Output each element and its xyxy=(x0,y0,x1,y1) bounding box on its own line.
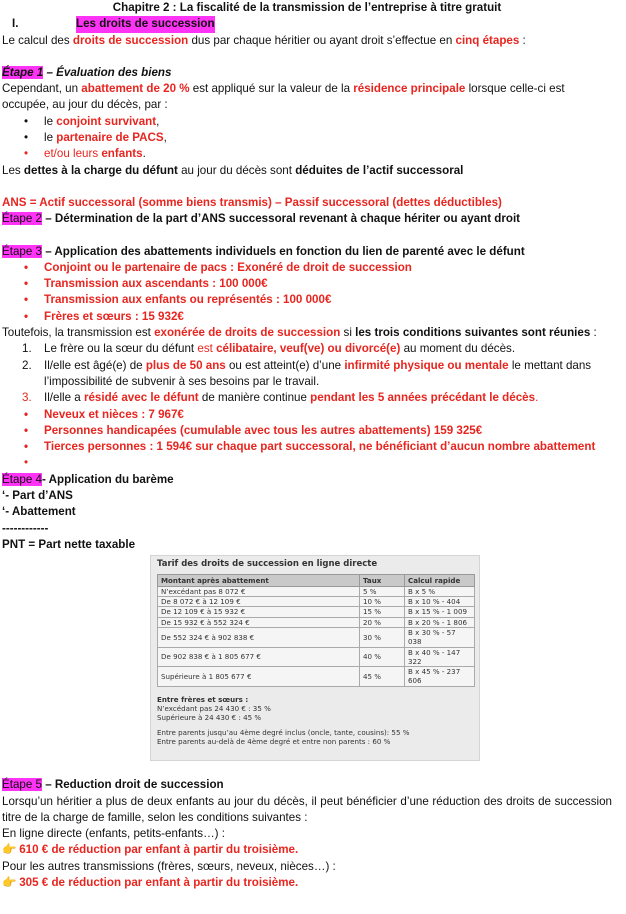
table-cell: De 15 932 € à 552 324 € xyxy=(158,617,360,627)
direct-line: En ligne directe (enfants, petits-enfants…) : xyxy=(2,827,225,841)
others-line: Entre parents au-delà de 4ème degré et entre non parents : 60 % xyxy=(157,736,391,746)
table-cell: De 8 072 € à 12 109 € xyxy=(158,597,360,607)
column-header: Taux xyxy=(360,574,405,586)
table-row xyxy=(158,667,475,687)
conditions-list xyxy=(2,341,612,406)
step4-line: ‘- Abattement xyxy=(2,505,76,519)
step4-heading: Étape 4- Application du barème xyxy=(2,472,174,486)
debts-paragraph: Les dettes à la charge du défunt au jour du décès sont déduites de l’actif successoral xyxy=(2,163,464,177)
intro-paragraph: Le calcul des droits de succession dus par chaque héritier ou ayant droit s’effectue en cinq étapes : xyxy=(2,33,526,47)
table-cell: 30 % xyxy=(360,627,405,647)
tarif-table-image xyxy=(150,555,480,761)
chapter-title: Chapitre 2 : La fiscalité de la transmission de l’entreprise à titre gratuit xyxy=(112,1,502,14)
condition-item: 3. Il/elle a résidé avec le défunt de manière continue pendant les 5 années précédant le décès. xyxy=(22,391,539,405)
table-cell: B x 5 % xyxy=(405,586,475,596)
list-item: • le partenaire de PACS, xyxy=(2,130,612,146)
table-cell: 40 % xyxy=(360,647,405,667)
section-heading xyxy=(2,16,612,32)
step4-label: Étape 4 xyxy=(2,472,42,486)
table-header-row xyxy=(158,574,475,586)
tarif-table xyxy=(157,574,475,687)
list-item: • Personnes handicapées (cumulable avec tous les autres abattements) 159 325€ xyxy=(2,423,612,439)
step1-list xyxy=(2,114,612,163)
list-item: • Transmission aux ascendants : 100 000€ xyxy=(2,276,612,292)
others-line: Entre parents jusqu’au 4ème degré inclus (oncle, tante, cousins): 55 % xyxy=(157,727,410,737)
table-cell: B x 10 % - 404 xyxy=(405,597,475,607)
table-row xyxy=(158,617,475,627)
others-reduction: 👉 305 € de réduction par enfant à partir du troisième. xyxy=(2,875,612,891)
step5-heading: Étape 5 – Reduction droit de succession xyxy=(2,778,224,792)
list-item: • Tierces personnes : 1 594€ sur chaque part successoral, ne bénéficiant d’aucun nombre abattement xyxy=(2,439,612,455)
table-cell: 15 % xyxy=(360,607,405,617)
table-cell: 45 % xyxy=(360,667,405,687)
list-item: • le conjoint survivant, xyxy=(2,114,612,130)
pointing-hand-icon: 👉 xyxy=(2,843,17,857)
step3-label: Étape 3 xyxy=(2,244,42,258)
step5-paragraph: Lorsqu’un héritier a plus de deux enfants au jour du décès, il peut bénéficier d’une réduction des droits de succession titre de la charge de famille, selon les conditions suivantes : xyxy=(2,794,612,824)
table-cell: De 902 838 € à 1 805 677 € xyxy=(158,647,360,667)
column-header: Montant après abattement xyxy=(158,574,360,586)
ans-formula: ANS = Actif successoral (somme biens transmis) – Passif successoral (dettes déductibles) xyxy=(2,195,502,209)
section-title: Les droits de succession xyxy=(76,16,215,32)
table-cell: De 552 324 € à 902 838 € xyxy=(158,627,360,647)
table-row xyxy=(158,597,475,607)
siblings-line: Supérieure à 24 430 € : 45 % xyxy=(157,713,262,723)
step3-list-2 xyxy=(2,407,612,472)
list-item xyxy=(2,455,612,471)
section-number: I. xyxy=(12,17,19,31)
step2-heading: Étape 2 – Détermination de la part d’ANS successoral revenant à chaque hériter ou ayant droit xyxy=(2,212,521,226)
table-cell: B x 45 % - 237 606 xyxy=(405,667,475,687)
siblings-line: N’excédant pas 24 430 € : 35 % xyxy=(157,704,271,714)
step1-heading: Étape 1 – Évaluation des biens xyxy=(2,65,172,79)
table-row xyxy=(158,607,475,617)
step4-line: PNT = Part nette taxable xyxy=(2,537,136,551)
step3-list xyxy=(2,260,612,325)
column-header: Calcul rapide xyxy=(405,574,475,586)
table-cell: Supérieure à 1 805 677 € xyxy=(158,667,360,687)
table-cell: 20 % xyxy=(360,617,405,627)
pointing-hand-icon: 👉 xyxy=(2,875,17,889)
table-cell: B x 20 % - 1 806 xyxy=(405,617,475,627)
table-cell: B x 15 % - 1 009 xyxy=(405,607,475,617)
table-cell: 5 % xyxy=(360,586,405,596)
table-cell: 10 % xyxy=(360,597,405,607)
step4-line: ------------ xyxy=(2,521,49,535)
table-cell: N’excédant pas 8 072 € xyxy=(158,586,360,596)
table-cell: B x 30 % - 57 038 xyxy=(405,627,475,647)
list-item: • Neveux et nièces : 7 967€ xyxy=(2,407,612,423)
tarif-table-title: Tarif des droits de succession en ligne directe xyxy=(157,559,378,570)
table-cell: De 12 109 € à 15 932 € xyxy=(158,607,360,617)
step1-label: Étape 1 xyxy=(2,65,44,79)
list-item: • Conjoint ou le partenaire de pacs : Exonéré de droit de succession xyxy=(2,260,612,276)
direct-reduction: 👉 610 € de réduction par enfant à partir du troisième. xyxy=(2,842,612,858)
table-row xyxy=(158,586,475,596)
table-row xyxy=(158,647,475,667)
list-item: • et/ou leurs enfants. xyxy=(2,146,612,162)
step4-line: ‘- Part d’ANS xyxy=(2,489,73,503)
table-cell: B x 40 % - 147 322 xyxy=(405,647,475,667)
condition-item: 2. Il/elle est âgé(e) de plus de 50 ans ou est atteint(e) d’une infirmité physique ou mentale le mettant dans l’impossibilité de subvenir à ses besoins par le travail. xyxy=(22,358,592,388)
list-item: • Frères et sœurs : 15 932€ xyxy=(2,309,612,325)
step5-label: Étape 5 xyxy=(2,778,42,792)
condition-item: 1. Le frère ou la sœur du défunt est célibataire, veuf(ve) ou divorcé(e) au moment du décès. xyxy=(22,342,516,356)
step1-paragraph: Cependant, un abattement de 20 % est appliqué sur la valeur de la résidence principale lorsque celle-ci est occupée, au jour du décès, par : xyxy=(2,82,565,112)
siblings-title: Entre frères et sœurs : xyxy=(157,694,249,704)
table-row xyxy=(158,627,475,647)
step3-heading: Étape 3 – Application des abattements individuels en fonction du lien de parenté avec le défunt xyxy=(2,244,525,258)
toutefois-paragraph: Toutefois, la transmission est exonérée de droits de succession si les trois conditions suivantes sont réunies : xyxy=(2,326,597,340)
list-item: • Transmission aux enfants ou représentés : 100 000€ xyxy=(2,292,612,308)
others-line: Pour les autres transmissions (frères, sœurs, neveux, nièces…) : xyxy=(2,859,336,873)
step2-label: Étape 2 xyxy=(2,212,42,226)
